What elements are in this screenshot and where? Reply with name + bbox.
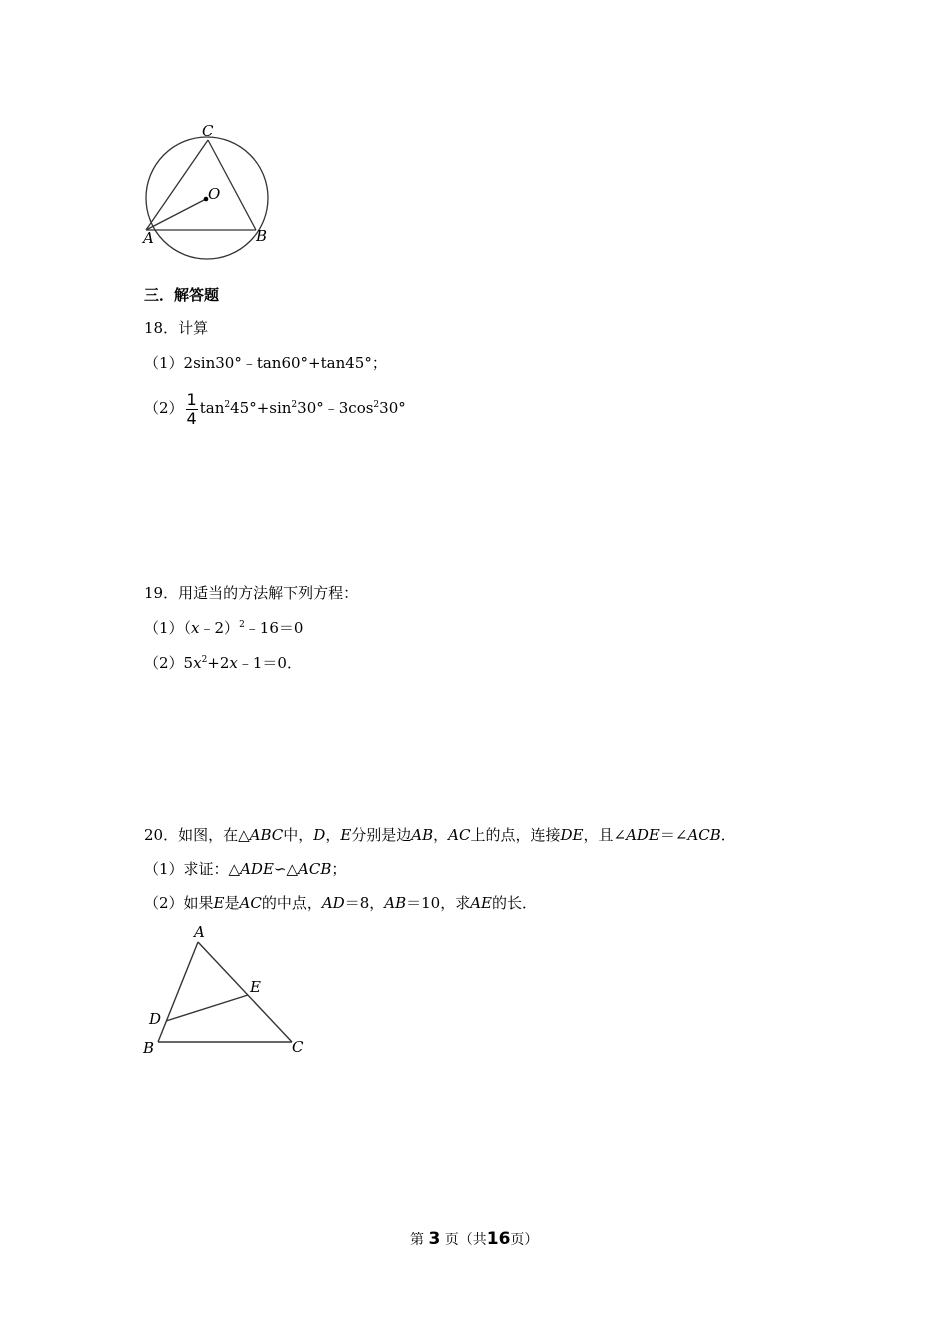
- side-ac: [198, 942, 292, 1042]
- q19-p1-sq: 2: [239, 620, 245, 630]
- q18-p2-sq2: 2: [291, 400, 298, 410]
- q19-p2-end: ﹣1＝0．: [237, 654, 302, 672]
- q19-p2-sq: 2: [201, 655, 208, 665]
- q19-p2-mid: +2: [207, 654, 230, 672]
- q19-p2-x2: x: [229, 654, 238, 672]
- q20-p2-prefix: （2）如果: [144, 894, 214, 912]
- label-c: C: [202, 122, 214, 140]
- q19-p1-mid: ﹣2）: [199, 619, 240, 637]
- fraction-numerator: 1: [186, 389, 197, 409]
- question-20: [144, 825, 736, 845]
- q20-s8: ＝∠: [659, 826, 688, 844]
- q20-acb: ACB: [687, 826, 721, 844]
- q20-s6: 上的点，连接: [470, 826, 561, 844]
- footer-pre: 第: [410, 1232, 424, 1248]
- side-ab: [158, 942, 198, 1042]
- q20-p2-ac: AC: [239, 894, 262, 912]
- q18-number: 18．: [144, 319, 179, 337]
- q20-p2-s2: 的中点，: [261, 894, 322, 912]
- radius-oa: [146, 199, 206, 230]
- q20-ab: AB: [411, 826, 434, 844]
- q19-p1-end: ﹣16＝0: [244, 619, 304, 637]
- q20-de: DE: [560, 826, 584, 844]
- q20-s9: ．: [720, 826, 736, 844]
- question-19: [144, 583, 358, 603]
- q20-p2-ae: AE: [470, 894, 492, 912]
- q20-p2-s4: ＝10，求: [406, 894, 471, 912]
- label-c: C: [292, 1038, 304, 1056]
- q19-p2-x1: x: [193, 654, 202, 672]
- q20-p2-e: E: [213, 894, 225, 912]
- triangle-de-figure: [135, 920, 315, 1065]
- label-d: D: [149, 1010, 162, 1028]
- circle-triangle-figure: [130, 115, 290, 275]
- q20-d: D: [313, 826, 326, 844]
- q20-ade: ADE: [626, 826, 660, 844]
- q19-p1-prefix: （1）（: [144, 619, 192, 637]
- label-e: E: [250, 978, 261, 996]
- q20-s4: 分别是边: [351, 826, 412, 844]
- footer-mid: 页（共: [444, 1232, 487, 1248]
- q20-p1-acb: ACB: [298, 860, 332, 878]
- q20-p2-s1: 是: [224, 894, 240, 912]
- q18-p2-sq3: 2: [373, 400, 380, 410]
- q20-number: 20．: [144, 826, 179, 844]
- q20-e: E: [340, 826, 352, 844]
- q20-p1-sim: ∽△: [273, 860, 299, 878]
- question-18: [144, 318, 208, 338]
- fraction-denominator: 4: [186, 408, 197, 428]
- q19-part-1: [144, 618, 303, 638]
- q18-p2-t4: 30°: [379, 399, 406, 417]
- q20-p2-ad: AD: [321, 894, 345, 912]
- side-ac: [146, 140, 208, 230]
- q18-p2-t3: 30°﹣3cos: [297, 399, 374, 417]
- q20-p1-prefix: （1）求证：△: [144, 860, 241, 878]
- q20-s2: 中，: [283, 826, 314, 844]
- q20-p2-s5: 的长．: [492, 894, 538, 912]
- label-b: B: [256, 227, 268, 245]
- label-b: B: [143, 1039, 155, 1057]
- q20-p1-ade: ADE: [240, 860, 274, 878]
- q18-part-2: [144, 388, 406, 428]
- label-o: O: [208, 185, 221, 203]
- q20-part-1: [144, 859, 346, 879]
- q18-p1-text: 2sin30°﹣tan60°+tan45°；: [183, 354, 387, 372]
- q20-part-2: [144, 893, 537, 913]
- q19-part-2: [144, 653, 302, 673]
- q18-p2-t1: tan: [199, 399, 225, 417]
- q18-text: 计算: [178, 319, 209, 337]
- label-a: A: [194, 923, 205, 941]
- q20-p2-ab: AB: [384, 894, 407, 912]
- footer-page-number: 3: [428, 1229, 441, 1249]
- q20-p1-end: ；: [331, 860, 347, 878]
- label-a: A: [143, 229, 154, 247]
- q18-part-1: [144, 353, 387, 373]
- q19-text: 用适当的方法解下列方程：: [178, 584, 359, 602]
- page-footer: [410, 1228, 538, 1251]
- q20-ac: AC: [448, 826, 471, 844]
- q19-number: 19．: [144, 584, 179, 602]
- q18-p1-prefix: （1）: [144, 354, 184, 372]
- q20-abc: ABC: [249, 826, 284, 844]
- q18-p2-sq1: 2: [224, 400, 231, 410]
- segment-de: [166, 995, 248, 1021]
- q20-s1: 如图，在△: [178, 826, 250, 844]
- footer-total-pages: 16: [486, 1229, 511, 1249]
- section-title: 三．解答题: [144, 286, 220, 304]
- q20-s7: ，且∠: [583, 826, 627, 844]
- footer-post: 页）: [510, 1232, 539, 1248]
- fraction-one-quarter: [186, 391, 198, 428]
- q20-s5: ，: [433, 826, 449, 844]
- q18-p2-prefix: （2）: [144, 399, 184, 417]
- q20-p2-s3: ＝8，: [344, 894, 385, 912]
- q20-s3: ，: [325, 826, 341, 844]
- q18-p2-t2: 45°+sin: [230, 399, 292, 417]
- q19-p1-x: x: [191, 619, 200, 637]
- q19-p2-prefix: （2）5: [144, 654, 194, 672]
